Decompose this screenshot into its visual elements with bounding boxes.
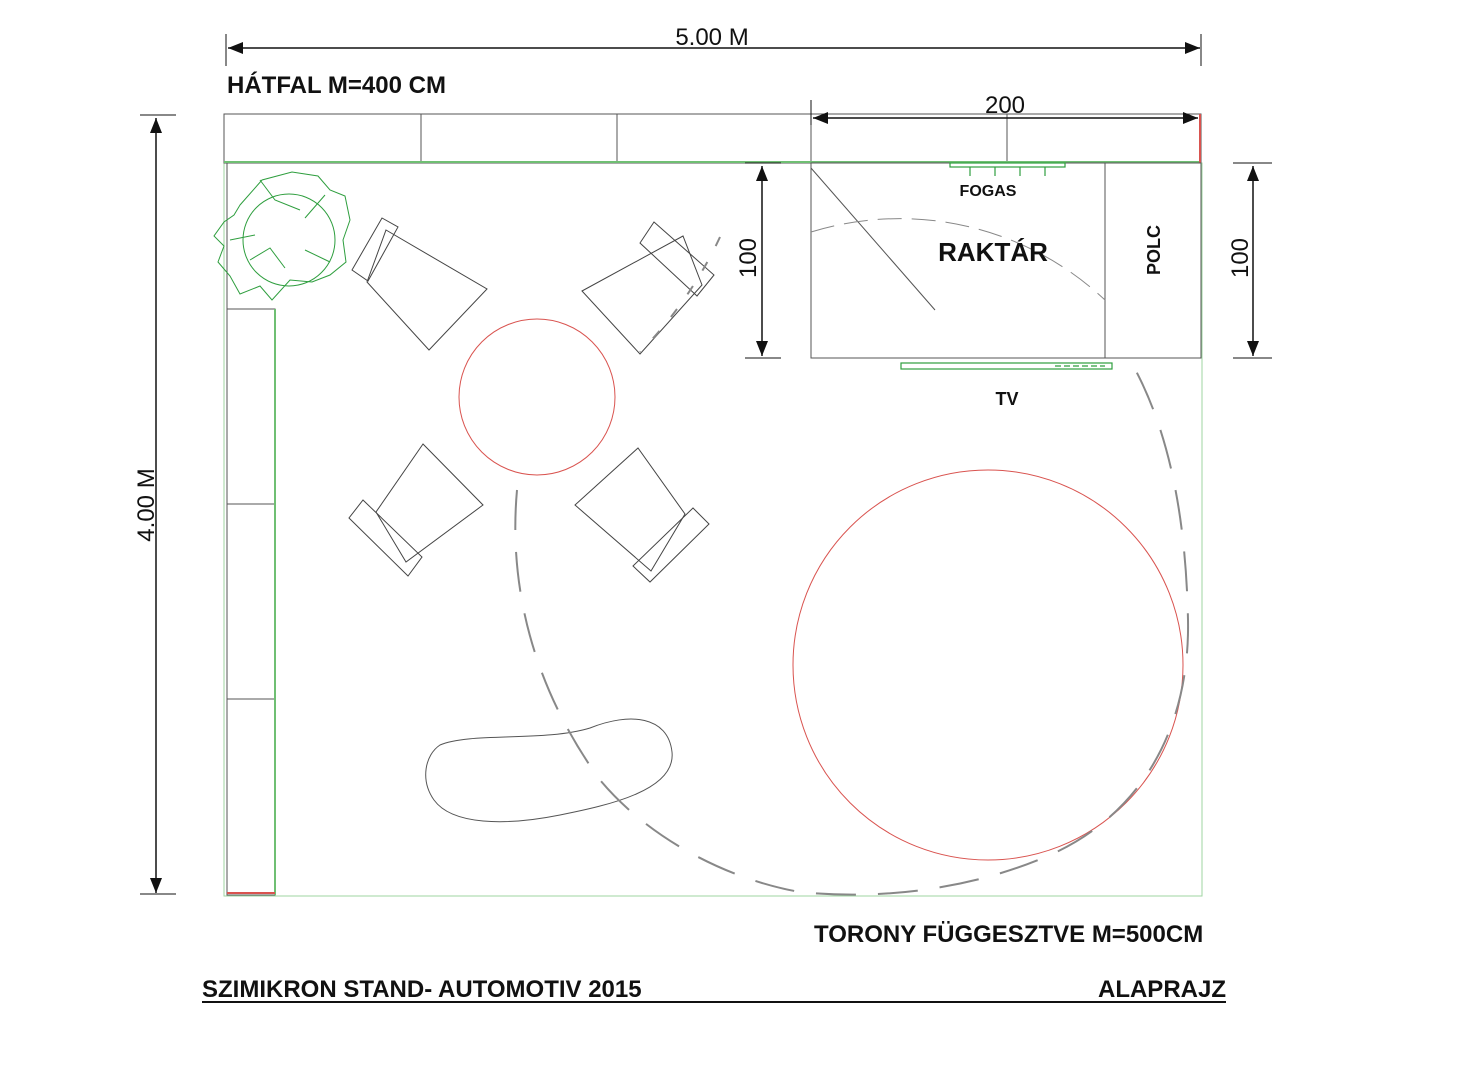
side-wall bbox=[227, 163, 275, 895]
chair-top-left bbox=[352, 218, 487, 350]
chair-top-right bbox=[582, 222, 714, 354]
coat-rack-label: FOGAS bbox=[959, 183, 1017, 200]
dimension-storage-depth-left bbox=[735, 163, 781, 358]
storage-label: RAKTÁR bbox=[938, 237, 1048, 267]
dimension-width-label: 5.00 M bbox=[675, 24, 749, 51]
dimension-storage-depth-left-label: 100 bbox=[735, 237, 762, 279]
chair-bottom-left bbox=[349, 444, 483, 576]
plant-icon bbox=[214, 172, 350, 300]
tower-label: TORONY FÜGGESZTVE M=500CM bbox=[814, 921, 1204, 948]
shelf-label: POLC bbox=[1144, 224, 1164, 276]
dimension-storage-width bbox=[811, 92, 1198, 125]
dimension-storage-depth-right bbox=[1227, 163, 1272, 358]
dimension-height-label: 4.00 M bbox=[133, 468, 160, 542]
dimension-storage-depth-right-label: 100 bbox=[1227, 237, 1254, 279]
reception-counter bbox=[426, 719, 672, 822]
back-wall-label: HÁTFAL M=400 CM bbox=[227, 72, 446, 99]
round-table bbox=[459, 319, 615, 475]
tv-label: TV bbox=[995, 389, 1019, 409]
dimension-storage-width-label: 200 bbox=[984, 92, 1026, 119]
back-wall bbox=[224, 114, 1201, 163]
dimension-width bbox=[226, 24, 1201, 66]
coat-rack-icon bbox=[950, 163, 1065, 176]
tv-icon bbox=[901, 363, 1112, 369]
chair-bottom-right bbox=[575, 448, 709, 582]
footer-right: ALAPRAJZ bbox=[1097, 976, 1226, 1003]
footer-title: SZIMIKRON STAND- AUTOMOTIV 2015 bbox=[202, 976, 642, 1003]
dimension-height bbox=[133, 115, 176, 894]
walking-path bbox=[515, 237, 1188, 895]
